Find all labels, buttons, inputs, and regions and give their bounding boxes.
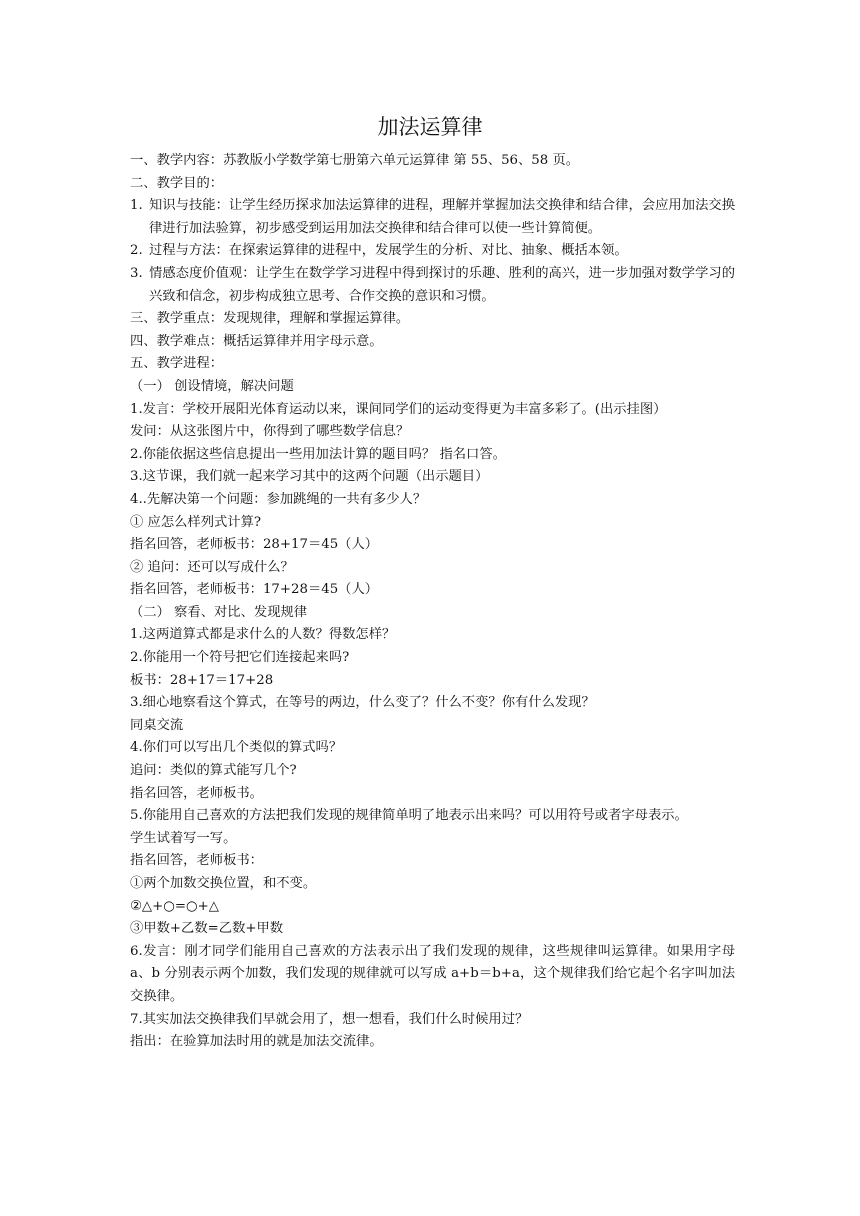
paragraph-line: ②△+○=○+△: [130, 898, 220, 914]
paragraph-line: 指名回答，老师板书：: [130, 853, 263, 869]
key-points-line: 三、教学重点：发现规律，理解和掌握运算律。: [130, 311, 410, 327]
document-body: [130, 150, 735, 1054]
paragraph-block: 5.你能用自己喜欢的方法把我们发现的规律简单明了地表示出来吗？可以用符号或者字母表示。: [130, 808, 688, 824]
objective-item: [130, 195, 735, 240]
paragraph-line: 3.细心地察看这个算式，在等号的两边，什么变了？什么不变？你有什么发现？: [130, 695, 595, 711]
paragraph-line: 1.发言：学校开展阳光体育运动以来，课间同学们的运动变得更为丰富多彩了。(出示挂图）: [130, 401, 667, 417]
paragraph-line: ③甲数+乙数=乙数+甲数: [130, 921, 284, 937]
paragraph-line: 指出：在验算加法时用的就是加法交流律。: [130, 1034, 383, 1050]
section-one-heading: （一） 创设情境，解决问题: [130, 378, 294, 394]
paragraph-line: 指名回答，老师板书。: [130, 785, 263, 801]
objective-number: 1.: [130, 198, 143, 214]
paragraph-line: 3.这节课，我们就一起来学习其中的这两个问题（出示题目）: [130, 469, 489, 485]
objective-number: 2.: [130, 243, 143, 259]
paragraph-line: 学生试着写一写。: [130, 830, 237, 846]
teaching-content-line: 一、教学内容：苏教版小学数学第七册第六单元运算律 第 55、56、58 页。: [130, 153, 580, 168]
objective-text: 情感态度价值观：让学生在数学学习进程中得到探讨的乐趣、胜利的高兴，进一步加强对数学学习的兴致和信念，初步构成独立思考、合作交换的意识和习惯。: [149, 265, 735, 304]
section-two-heading: （二） 察看、对比、发现规律: [130, 604, 308, 620]
document-title: 加法运算律: [377, 115, 483, 139]
paragraph-line: 2.你能依据这些信息提出一些用加法计算的题目吗？ 指名口答。: [130, 446, 506, 462]
paragraph-line: 4.你们可以写出几个类似的算式吗？: [130, 740, 343, 756]
objective-number: 3.: [130, 265, 143, 281]
paragraph-line: 2.你能用一个符号把它们连接起来吗?: [130, 650, 350, 666]
teaching-goals-heading: 二、教学目的：: [130, 175, 224, 191]
paragraph-line: 1.这两道算式都是求什么的人数？得数怎样？: [130, 627, 396, 643]
paragraph-line: 追问：类似的算式能写几个?: [130, 763, 297, 779]
paragraph-line: 4..先解决第一个问题：参加跳绳的一共有多少人？: [130, 491, 427, 507]
paragraph-line: 指名回答，老师板书：28+17＝45（人）: [130, 537, 379, 553]
paragraph-line: 7.其实加法交换律我们早就会用了，想一想看，我们什么时候用过？: [130, 1011, 529, 1027]
objective-text: 过程与方法：在探索运算律的进程中，发展学生的分析、对比、抽象、概括本领。: [149, 243, 628, 259]
paragraph-line: ① 应怎么样列式计算?: [130, 514, 262, 530]
paragraph-line: ①两个加数交换位置，和不变。: [130, 876, 317, 891]
paragraph-block: 6.发言：刚才同学们能用自己喜欢的方法表示出了我们发现的规律，这些规律叫运算律。如果用字母 a、b 分别表示两个加数，我们发现的规律就可以写成 a+b＝b+a，这个规律我们给它起个名字叫加法交换律。: [130, 943, 735, 1004]
paragraph-line: ② 追问：还可以写成什么？: [130, 559, 294, 575]
objective-text: 知识与技能：让学生经历探求加法运算律的进程，理解并掌握加法交换律和结合律，会应用加法交换律进行加法验算，初步感受到运用加法交换律和结合律可以使一些计算简便。: [149, 198, 735, 236]
difficulties-line: 四、教学难点：概括运算律并用字母示意。: [130, 333, 383, 349]
objective-item: [130, 240, 735, 263]
paragraph-line: 同桌交流: [130, 717, 184, 733]
paragraph-line: 板书：28+17＝17+28: [130, 672, 274, 688]
objective-item: [130, 263, 735, 308]
process-heading: 五、教学进程：: [130, 356, 224, 372]
paragraph-line: 发问：从这张图片中，你得到了哪些数学信息？: [130, 424, 410, 440]
paragraph-line: 指名回答，老师板书：17+28＝45（人）: [130, 582, 379, 598]
